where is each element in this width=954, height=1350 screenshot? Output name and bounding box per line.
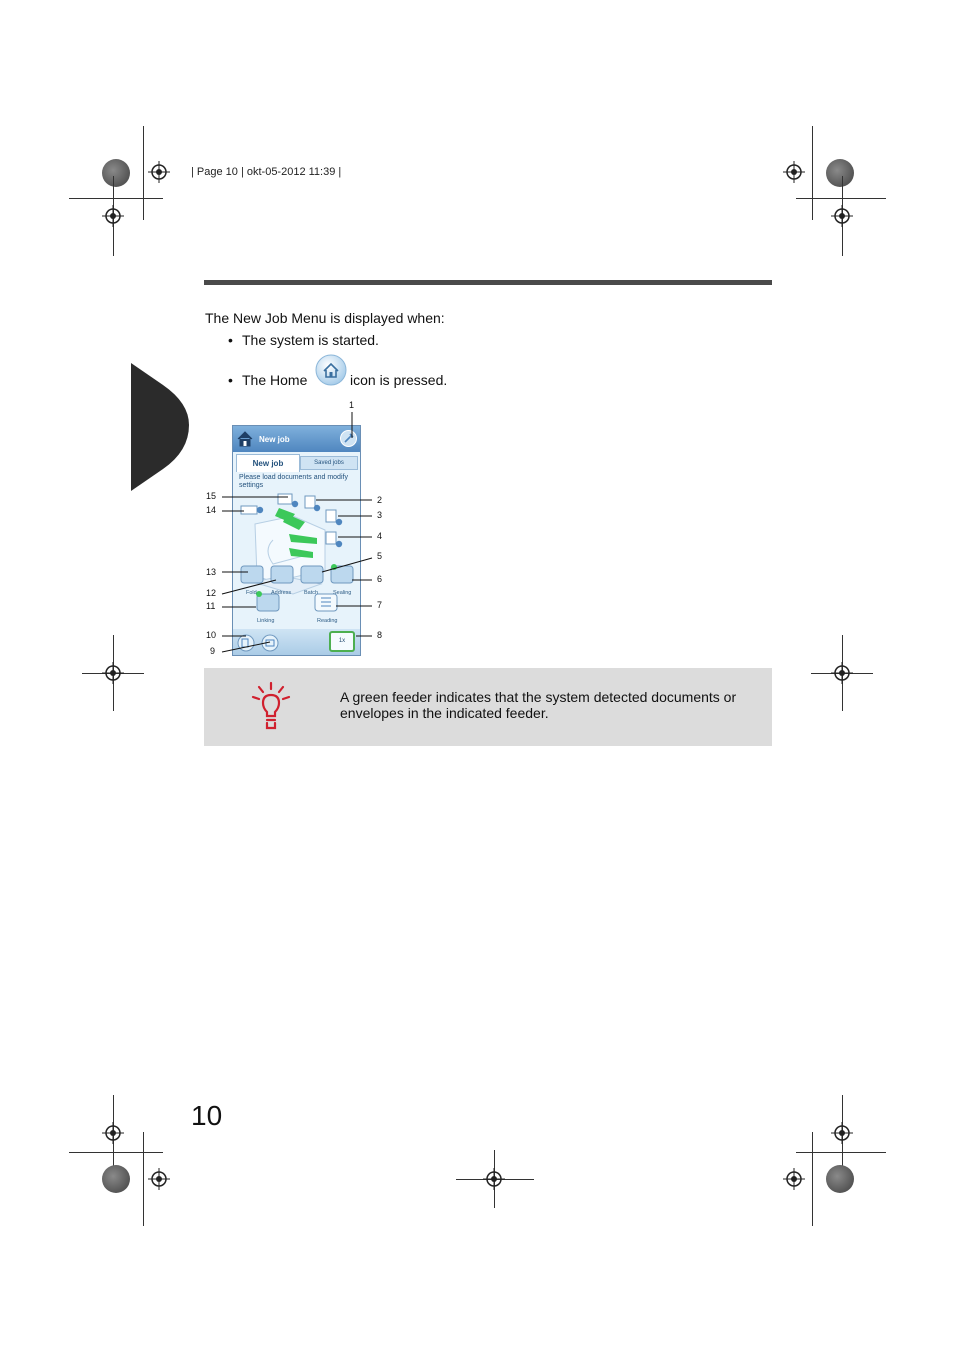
registration-mark — [831, 205, 853, 227]
callout-number: 15 — [206, 491, 217, 501]
tab-new-job: New job — [236, 454, 300, 472]
label-address: Address — [271, 590, 292, 596]
registration-mark — [102, 662, 124, 684]
print-header: | Page 10 | okt-05-2012 11:39 | — [191, 166, 342, 178]
tab-saved-jobs: Saved jobs — [300, 456, 358, 470]
label-reading: Reading — [317, 618, 338, 624]
callout-number: 6 — [377, 574, 383, 584]
section-rule — [204, 280, 772, 285]
callout-number: 8 — [377, 630, 383, 640]
registration-mark — [783, 161, 805, 183]
page-number: 10 — [191, 1100, 223, 1131]
registration-mark — [783, 1168, 805, 1190]
machine-diagram — [233, 490, 360, 630]
tip-text: A green feeder indicates that the system detected documents or envelopes in the indicated feeder. — [340, 689, 737, 721]
bullet-item — [228, 332, 379, 348]
label-sealing: Sealing — [333, 590, 352, 596]
screen-title-bar — [233, 426, 360, 452]
settings-icon — [339, 429, 358, 448]
bullet-text: The Home — [242, 372, 308, 388]
home-icon — [314, 353, 348, 387]
registration-mark — [148, 1168, 170, 1190]
registration-mark — [831, 1122, 853, 1144]
home-icon — [237, 431, 253, 447]
callout-number: 9 — [210, 646, 216, 656]
document-icon — [237, 634, 255, 652]
callout-number: 10 — [206, 630, 217, 640]
callout-number: 3 — [377, 510, 383, 520]
new-job-screen — [232, 425, 361, 656]
lightbulb-icon — [250, 681, 292, 731]
bullet-marker: • — [228, 372, 233, 388]
bullet-text-continued: icon is pressed. — [350, 372, 448, 388]
registration-mark — [483, 1168, 505, 1190]
label-linking: Linking — [257, 618, 275, 624]
callout-number: 13 — [206, 567, 217, 577]
chapter-tab — [131, 363, 189, 491]
registration-mark — [102, 205, 124, 227]
callout-number: 14 — [206, 505, 217, 515]
print-dot — [826, 1165, 854, 1193]
registration-mark — [148, 161, 170, 183]
callout-number: 12 — [206, 588, 217, 598]
label-fold: Fold — [246, 590, 257, 596]
print-dot — [102, 1165, 130, 1193]
screen-message: Please load documents and modify settings — [239, 474, 348, 489]
callout-number: 1 — [349, 400, 355, 410]
print-dot — [102, 159, 130, 187]
print-dot — [826, 159, 854, 187]
callout-number: 4 — [377, 531, 383, 541]
callout-number: 7 — [377, 600, 383, 610]
registration-mark — [831, 662, 853, 684]
callout-number: 2 — [377, 495, 383, 505]
callout-number: 11 — [206, 601, 216, 611]
callout-number: 5 — [377, 551, 383, 561]
intro-text: The New Job Menu is displayed when: — [205, 310, 445, 326]
label-batch: Batch — [304, 590, 319, 596]
screen-title: New job — [259, 435, 290, 444]
envelope-icon — [261, 634, 279, 652]
counter-button: 1x — [329, 631, 355, 652]
bullet-marker: • — [228, 332, 233, 348]
bullet-item — [228, 372, 307, 388]
bullet-text: The system is started. — [242, 332, 379, 348]
registration-mark — [102, 1122, 124, 1144]
tip-box — [204, 668, 772, 746]
